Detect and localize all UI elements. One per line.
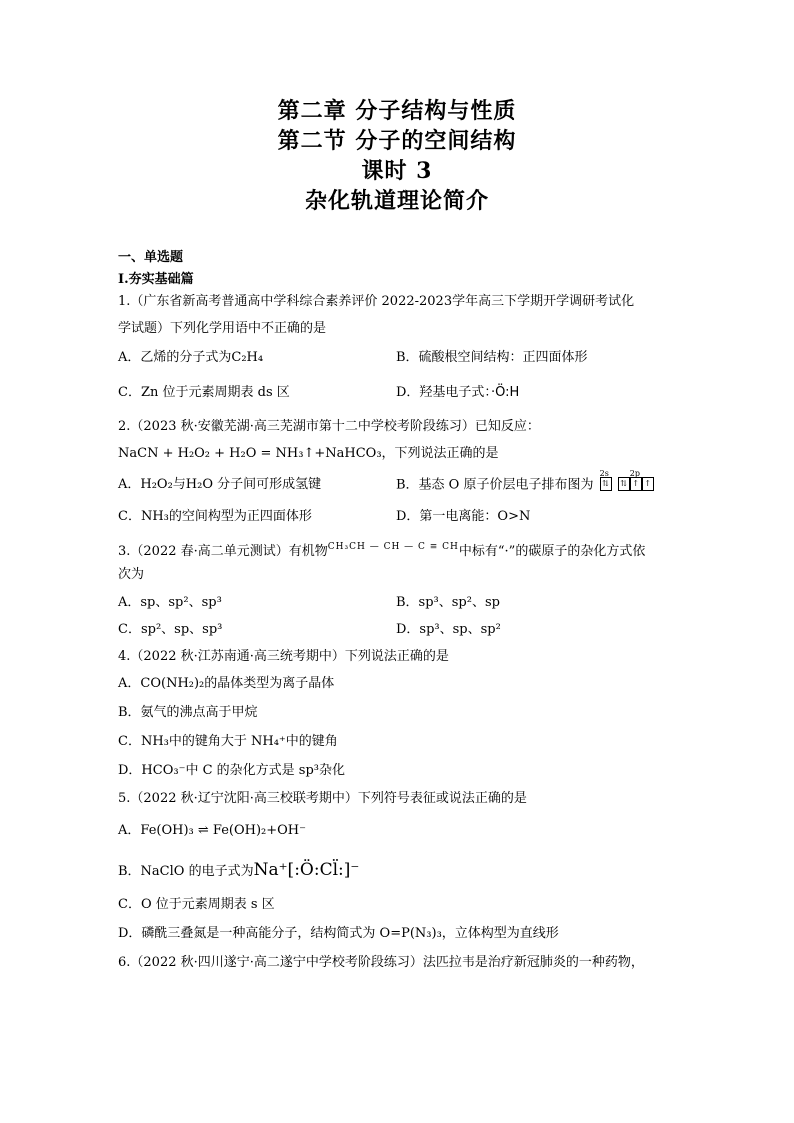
- q1-options-row1: [118, 344, 688, 371]
- q4-option-b: B．氨气的沸点高于甲烷: [118, 705, 258, 720]
- orbital-box: ↑: [630, 477, 642, 491]
- topic-title: 杂化轨道理论简介: [304, 188, 489, 214]
- q3-structure: CH₃CH — CH — C ≡ CH: [327, 542, 459, 552]
- q2-options-row1: [118, 469, 688, 501]
- q1-stem-line1: 1.（广东省新高考普通高中学科综合素养评价 2022-2023学年高三下学期开学调研考试化: [118, 294, 635, 309]
- q4-stem: 4.（2022 秋·江苏南通·高三统考期中）下列说法正确的是: [118, 649, 449, 664]
- q1-option-d: D．羟基电子式：·Ö:H: [396, 385, 520, 400]
- q1-option-c: C．Zn 位于元素周期表 ds 区: [118, 385, 290, 400]
- q3-stem-line2: 次为: [118, 567, 145, 582]
- q4-option-d: D．HCO₃⁻中 C 的杂化方式是 sp³杂化: [118, 763, 345, 778]
- q2-option-a: A．H₂O₂与H₂O 分子间可形成氢键: [118, 477, 322, 492]
- q3-option-a: A．sp、sp²、sp³: [118, 595, 222, 610]
- q3-stem-line1: 3.（2022 春·高二单元测试）有机物$^{CH_3CH — CH — C \equiv CH}$中标有“·”的碳原子的杂化方式依: [118, 542, 646, 559]
- q6-stem: 6.（2022 秋·四川遂宁·高二遂宁中学校考阶段练习）法匹拉韦是治疗新冠肺炎的一种药物，: [118, 955, 644, 970]
- q3-option-b: B．sp³、sp²、sp: [396, 595, 500, 610]
- q5-stem: 5.（2022 秋·辽宁沈阳·高三校联考期中）下列符号表征或说法正确的是: [118, 791, 527, 806]
- q3-option-d: D．sp³、sp、sp²: [396, 622, 501, 637]
- q1-stem-line2: 学试题）下列化学用语中不正确的是: [118, 321, 327, 336]
- subsection-heading: Ⅰ.夯实基础篇: [118, 272, 194, 287]
- q2-stem-line2: NaCN + H₂O₂ + H₂O = NH₃↑+NaHCO₃，下列说法正确的是: [118, 446, 499, 461]
- q2-stem-line1: 2.（2023 秋·安徽芜湖·高三芜湖市第十二中学校考阶段练习）已知反应：: [118, 419, 540, 434]
- q1-option-a: A．乙烯的分子式为C₂H₄: [118, 350, 264, 365]
- q4-option-a: A．CO(NH₂)₂的晶体类型为离子晶体: [118, 676, 335, 691]
- q2-option-d: D．第一电离能：O>N: [396, 509, 531, 524]
- orbital-diagram-2s: 2s ⇅: [600, 469, 612, 501]
- q2-option-c: C．NH₃的空间构型为正四面体形: [118, 509, 312, 524]
- orbital-box: ⇅: [618, 477, 630, 491]
- q3-options-row2: [118, 616, 688, 643]
- q5-option-a: A．Fe(OH)₃ ⇌ Fe(OH)₂+OH⁻: [118, 823, 306, 838]
- q2-equation: NaCN + H₂O₂ + H₂O = NH₃↑+NaHCO₃: [118, 446, 382, 461]
- q1-option-d-formula: ·Ö:H: [490, 385, 520, 400]
- section-heading: 一、单选题: [118, 250, 184, 265]
- q1-options-row2: [118, 371, 688, 415]
- q2-options-row2: [118, 501, 688, 533]
- q5-option-b-formula: Na⁺[:Ö:Cl̈:]⁻: [253, 860, 360, 880]
- orbital-box: ⇅: [600, 477, 612, 491]
- q1-option-a-formula: C₂H₄: [231, 350, 264, 365]
- q3-options-row1: [118, 589, 688, 616]
- q5-option-d: D．磷酰三叠氮是一种高能分子，结构简式为 O=P(N₃)₃，立体构型为直线形: [118, 926, 559, 941]
- lesson-title: 课时 3: [361, 158, 433, 184]
- orbital-box: ↑: [642, 477, 654, 491]
- q5-option-c: C．O 位于元素周期表 s 区: [118, 897, 275, 912]
- title-block: [0, 96, 794, 216]
- q3-option-c: C．sp²、sp、sp³: [118, 622, 223, 637]
- section-title: 第二节 分子的空间结构: [277, 128, 517, 154]
- question-body: [118, 246, 688, 977]
- chapter-title: 第二章 分子结构与性质: [277, 98, 517, 124]
- q1-option-b: B．硫酸根空间结构：正四面体形: [396, 350, 588, 365]
- orbital-diagram-2p: 2p ⇅ ↑ ↑: [618, 469, 654, 501]
- q5-option-b: B．NaClO 的电子式为Na⁺[:Ö:Cl̈:]⁻: [118, 860, 360, 880]
- q4-option-c: C．NH₃中的键角大于 NH₄⁺中的键角: [118, 734, 338, 749]
- q2-option-b: B．基态 O 原子价层电子排布图为 2s ⇅ 2p ⇅ ↑ ↑: [396, 469, 674, 502]
